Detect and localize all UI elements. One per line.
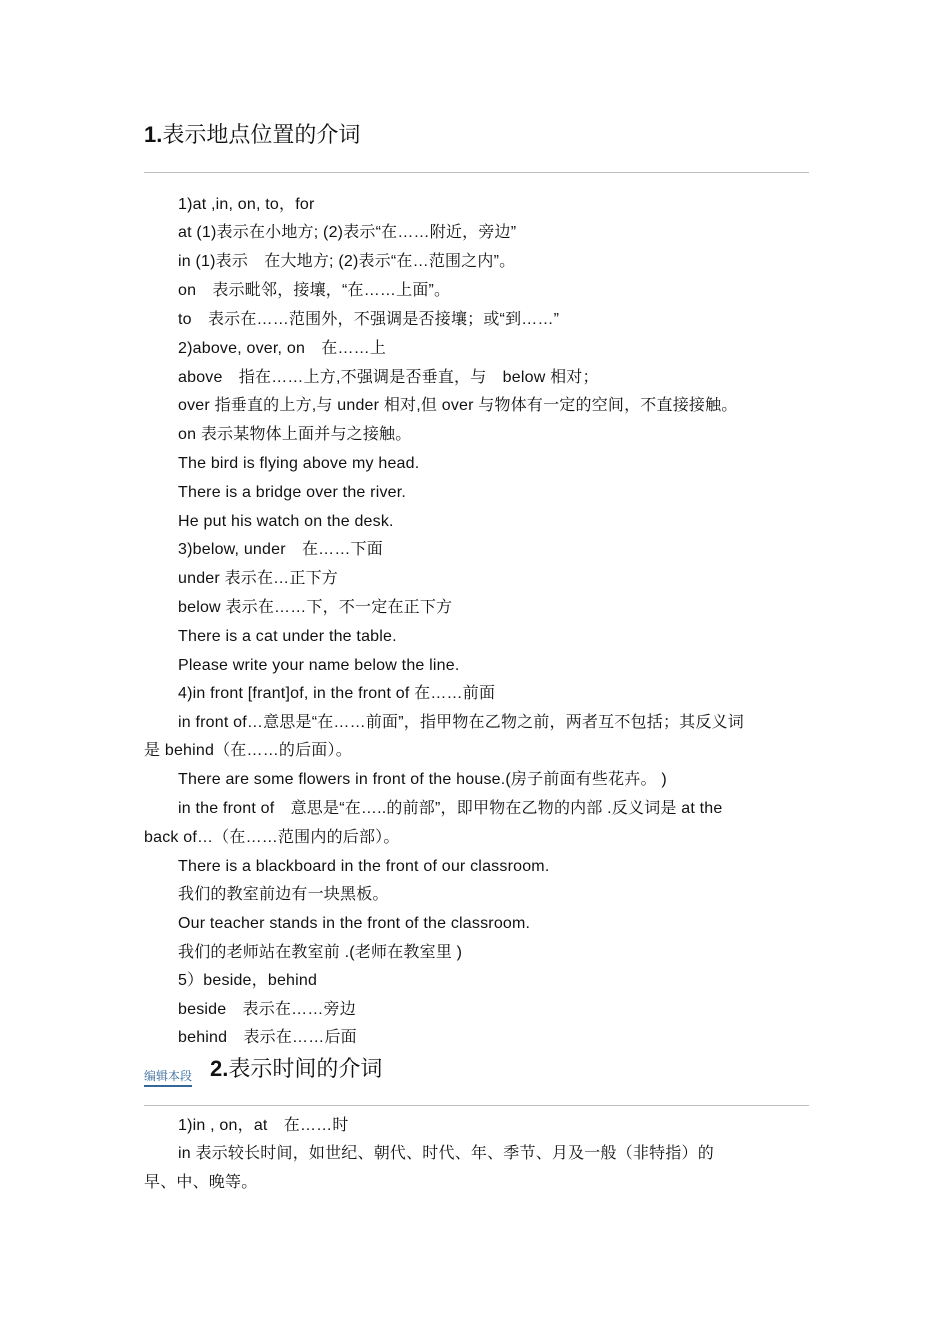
heading-divider — [144, 172, 809, 173]
text-line: to 表示在……范围外，不强调是否接壤；或“到……” — [178, 311, 560, 328]
text-line: 5）beside，behind — [178, 972, 318, 989]
text-line: 4)in front [frant]of, in the front of 在……前面 — [178, 685, 496, 702]
text-line: at (1)表示在小地方; (2)表示“在……附近，旁边” — [178, 224, 517, 241]
example-sentence: There are some flowers in front of the house.(房子前面有些花卉。 ) — [178, 771, 667, 788]
text-line: in front of…意思是“在……前面”，指甲物在乙物之前，两者互不包括；其反义词 — [178, 714, 744, 731]
example-sentence: Our teacher stands in the front of the classroom. — [178, 915, 531, 932]
text-line: above 指在……上方,不强调是否垂直，与 below 相对； — [178, 369, 599, 386]
text-line: 3)below, under 在……下面 — [178, 541, 383, 558]
text-line: over 指垂直的上方,与 under 相对,但 over 与物体有一定的空间，不直接接触。 — [178, 397, 738, 414]
heading-divider — [144, 1105, 809, 1106]
section-number: 1. — [144, 122, 163, 147]
example-sentence: The bird is flying above my head. — [178, 455, 420, 472]
text-line: behind 表示在……后面 — [178, 1029, 357, 1046]
section-title: 表示时间的介词 — [228, 1056, 383, 1081]
example-sentence: There is a cat under the table. — [178, 628, 397, 645]
text-line: in the front of 意思是“在…..的前部”，即甲物在乙物的内部 .反义词是 at the — [178, 800, 723, 817]
text-line: under 表示在…正下方 — [178, 570, 338, 587]
section-heading-2 — [210, 1054, 382, 1084]
text-line: on 表示毗邻，接壤，“在……上面”。 — [178, 282, 451, 299]
text-line: 1)in , on，at 在……时 — [178, 1117, 349, 1134]
translation: 我们的老师站在教室前 .(老师在教室里 ) — [178, 944, 463, 961]
text-line: 早、中、晚等。 — [144, 1174, 258, 1191]
text-line: on 表示某物体上面并与之接触。 — [178, 426, 412, 443]
text-line: 2)above, over, on 在……上 — [178, 340, 387, 357]
text-line: back of…（在……范围内的后部）。 — [144, 829, 400, 846]
text-line: 是 behind（在……的后面）。 — [144, 742, 352, 759]
example-sentence: He put his watch on the desk. — [178, 513, 394, 530]
example-sentence: There is a blackboard in the front of our classroom. — [178, 858, 550, 875]
section-number: 2. — [210, 1056, 229, 1081]
translation: 我们的教室前边有一块黑板。 — [178, 886, 389, 903]
text-line: beside 表示在……旁边 — [178, 1001, 356, 1018]
example-sentence: Please write your name below the line. — [178, 657, 460, 674]
edit-section-link[interactable]: 编辑本段 — [144, 1068, 192, 1087]
text-line: 1)at ,in, on, to，for — [178, 196, 315, 213]
example-sentence: There is a bridge over the river. — [178, 484, 407, 501]
section-heading-1 — [144, 120, 360, 150]
text-line: below 表示在……下，不一定在正下方 — [178, 599, 453, 616]
text-line: in (1)表示 在大地方; (2)表示“在…范围之内”。 — [178, 253, 516, 270]
section-title: 表示地点位置的介词 — [162, 122, 361, 147]
text-line: in 表示较长时间，如世纪、朝代、时代、年、季节、月及一般（非特指）的 — [178, 1145, 714, 1162]
